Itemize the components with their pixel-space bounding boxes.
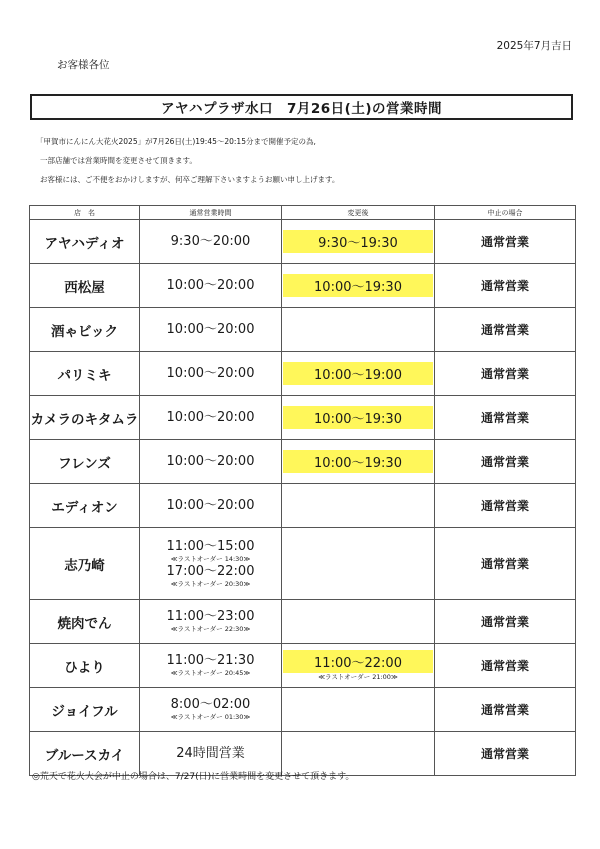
normal-hours-value: 11:00〜15:00 <box>166 538 255 554</box>
store-name: ひより <box>30 644 140 688</box>
cancel-case-hours: 通常営業 <box>435 264 576 308</box>
changed-hours-value: 10:00〜19:30 <box>283 450 433 473</box>
normal-hours-value: 10:00〜20:00 <box>166 453 255 469</box>
normal-hours-value: 9:30〜20:00 <box>170 233 251 249</box>
normal-hours <box>140 308 282 352</box>
store-name: エディオン <box>30 484 140 528</box>
table-row <box>30 220 576 264</box>
changed-hours-value: 10:00〜19:30 <box>283 406 433 429</box>
table-row <box>30 600 576 644</box>
store-name: 焼肉でん <box>30 600 140 644</box>
last-order-note: ≪ラストオーダー 22:30≫ <box>170 625 251 633</box>
cancel-case-hours: 通常営業 <box>435 528 576 600</box>
last-order-note: ≪ラストオーダー 20:45≫ <box>170 669 251 677</box>
changed-last-order-note: ≪ラストオーダー 21:00≫ <box>318 672 398 681</box>
normal-hours <box>140 264 282 308</box>
changed-hours-value: 9:30〜19:30 <box>283 230 433 253</box>
hours-table <box>29 205 576 776</box>
store-name: 西松屋 <box>30 264 140 308</box>
cancel-case-hours: 通常営業 <box>435 440 576 484</box>
normal-hours <box>140 688 282 732</box>
table-row <box>30 688 576 732</box>
store-name: フレンズ <box>30 440 140 484</box>
page-title: アヤハプラザ水口 7月26日(土)の営業時間 <box>30 94 573 120</box>
cancel-case-hours: 通常営業 <box>435 484 576 528</box>
store-name: パリミキ <box>30 352 140 396</box>
header-store: 店 名 <box>30 206 140 220</box>
table-row <box>30 396 576 440</box>
store-name: カメラのキタムラ <box>30 396 140 440</box>
changed-hours <box>282 484 435 528</box>
store-name: アヤハディオ <box>30 220 140 264</box>
header-normal-hours: 通常営業時間 <box>140 206 282 220</box>
header-cancel-case: 中止の場合 <box>435 206 576 220</box>
table-row <box>30 484 576 528</box>
normal-hours-value: 8:00〜02:00 <box>170 697 251 712</box>
normal-hours-value: 11:00〜23:00 <box>166 609 255 624</box>
addressee: お客様各位 <box>57 59 110 71</box>
normal-hours-value: 10:00〜20:00 <box>166 497 255 513</box>
normal-hours-value: 11:00〜21:30 <box>166 653 255 668</box>
normal-hours-value: 10:00〜20:00 <box>166 409 255 425</box>
table-row <box>30 440 576 484</box>
normal-hours-value: 10:00〜20:00 <box>166 365 255 381</box>
changed-hours <box>282 688 435 732</box>
last-order-note: ≪ラストオーダー 14:30≫ <box>170 554 251 563</box>
store-name: ジョイフル <box>30 688 140 732</box>
last-order-note: ≪ラストオーダー 20:30≫ <box>170 579 251 588</box>
table-row <box>30 352 576 396</box>
normal-hours <box>140 644 282 688</box>
store-name: 酒ゃビック <box>30 308 140 352</box>
notice-line-3: お客様には、ご不便をおかけしますが、何卒ご理解下さいますようお願い申し上げます。 <box>40 175 340 184</box>
table-body <box>30 220 576 776</box>
changed-hours <box>282 528 435 600</box>
normal-hours <box>140 396 282 440</box>
normal-hours-value: 17:00〜22:00 <box>166 563 255 579</box>
cancel-case-hours: 通常営業 <box>435 732 576 776</box>
normal-hours <box>140 600 282 644</box>
table-row <box>30 528 576 600</box>
table-row <box>30 264 576 308</box>
cancel-case-hours: 通常営業 <box>435 220 576 264</box>
notice-line-1: 「甲賀市にんにん大花火2025」が7月26日(土)19:45〜20:15分まで開催予定の為, <box>36 137 316 146</box>
normal-hours-value: 10:00〜20:00 <box>166 277 255 293</box>
changed-hours <box>282 600 435 644</box>
table-row <box>30 308 576 352</box>
cancel-case-hours: 通常営業 <box>435 352 576 396</box>
cancel-case-hours: 通常営業 <box>435 688 576 732</box>
normal-hours <box>140 528 282 600</box>
changed-hours <box>282 264 435 308</box>
changed-hours <box>282 440 435 484</box>
footer-note: ◎荒天で花火大会が中止の場合は、7/27(日)に営業時間を変更させて頂きます。 <box>32 772 355 782</box>
changed-hours <box>282 644 435 688</box>
changed-hours <box>282 352 435 396</box>
normal-hours <box>140 352 282 396</box>
document-date: 2025年7月吉日 <box>496 40 572 52</box>
store-name: 志乃崎 <box>30 528 140 600</box>
table-header-row <box>30 206 576 220</box>
normal-hours <box>140 220 282 264</box>
normal-hours <box>140 440 282 484</box>
changed-hours <box>282 396 435 440</box>
header-changed-hours: 変更後 <box>282 206 435 220</box>
store-name: ブルースカイ <box>30 732 140 776</box>
changed-hours-value: 11:00〜22:00 <box>283 650 433 673</box>
notice-line-2: 一部店舗では営業時間を変更させて頂きます。 <box>40 156 197 165</box>
changed-hours-value: 10:00〜19:30 <box>283 274 433 297</box>
cancel-case-hours: 通常営業 <box>435 600 576 644</box>
normal-hours-value: 24時間営業 <box>176 745 245 761</box>
cancel-case-hours: 通常営業 <box>435 644 576 688</box>
changed-hours-value: 10:00〜19:00 <box>283 362 433 385</box>
cancel-case-hours: 通常営業 <box>435 396 576 440</box>
normal-hours <box>140 484 282 528</box>
cancel-case-hours: 通常営業 <box>435 308 576 352</box>
normal-hours-value: 10:00〜20:00 <box>166 321 255 337</box>
table-row <box>30 644 576 688</box>
changed-hours <box>282 308 435 352</box>
last-order-note: ≪ラストオーダー 01:30≫ <box>170 713 251 721</box>
changed-hours <box>282 220 435 264</box>
